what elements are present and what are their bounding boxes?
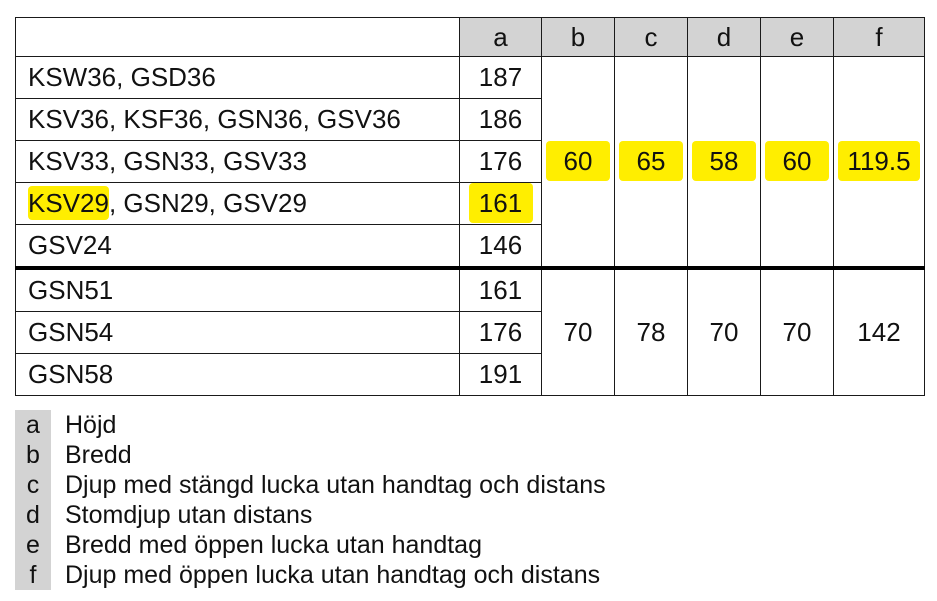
highlighted-height: 161 — [469, 183, 533, 223]
width-value: 60 — [546, 141, 610, 181]
legend — [15, 410, 606, 590]
depth-cell: 78 — [615, 268, 688, 396]
header-b: b — [542, 18, 615, 57]
header-blank — [16, 18, 460, 57]
model-cell: GSV24 — [16, 225, 460, 269]
open-depth-cell: 142 — [834, 268, 925, 396]
body-depth-cell — [688, 57, 761, 269]
open-width-cell — [761, 57, 834, 269]
height-cell: 146 — [460, 225, 542, 269]
header-f: f — [834, 18, 925, 57]
legend-item — [15, 410, 606, 440]
header-row — [16, 18, 925, 57]
height-cell: 176 — [460, 141, 542, 183]
legend-key: b — [15, 440, 51, 470]
highlighted-model: KSV29 — [28, 188, 109, 218]
table-row — [16, 268, 925, 312]
body-depth-cell: 70 — [688, 268, 761, 396]
depth-cell — [615, 57, 688, 269]
open-width-cell: 70 — [761, 268, 834, 396]
height-cell: 176 — [460, 312, 542, 354]
legend-text: Höjd — [65, 411, 117, 439]
legend-text: Djup med stängd lucka utan handtag och distans — [65, 471, 606, 499]
body-depth-value: 58 — [692, 141, 756, 181]
width-cell — [542, 57, 615, 269]
header-e: e — [761, 18, 834, 57]
legend-item — [15, 560, 606, 590]
legend-item — [15, 530, 606, 560]
open-depth-value: 119.5 — [838, 141, 920, 181]
header-d: d — [688, 18, 761, 57]
legend-key: e — [15, 530, 51, 560]
width-cell: 70 — [542, 268, 615, 396]
legend-key: c — [15, 470, 51, 500]
model-rest: , GSN29, GSV29 — [108, 188, 307, 218]
dimension-table — [15, 17, 925, 396]
height-cell: 186 — [460, 99, 542, 141]
open-depth-cell — [834, 57, 925, 269]
model-cell: GSN51 — [16, 268, 460, 312]
header-a: a — [460, 18, 542, 57]
depth-value: 65 — [619, 141, 683, 181]
table-row — [16, 57, 925, 99]
model-cell: KSV33, GSN33, GSV33 — [16, 141, 460, 183]
legend-text: Stomdjup utan distans — [65, 501, 313, 529]
header-c: c — [615, 18, 688, 57]
open-width-value: 60 — [765, 141, 829, 181]
model-cell — [16, 183, 460, 225]
legend-item — [15, 470, 606, 500]
legend-text: Bredd — [65, 441, 132, 469]
model-cell: KSV36, KSF36, GSN36, GSV36 — [16, 99, 460, 141]
legend-text: Bredd med öppen lucka utan handtag — [65, 531, 482, 559]
legend-key: a — [15, 410, 51, 440]
legend-item — [15, 500, 606, 530]
model-cell: GSN54 — [16, 312, 460, 354]
legend-text: Djup med öppen lucka utan handtag och distans — [65, 561, 601, 589]
height-cell — [460, 183, 542, 225]
legend-key: d — [15, 500, 51, 530]
model-cell: GSN58 — [16, 354, 460, 396]
height-cell: 187 — [460, 57, 542, 99]
height-cell: 191 — [460, 354, 542, 396]
legend-item — [15, 440, 606, 470]
legend-key: f — [15, 560, 51, 590]
height-cell: 161 — [460, 268, 542, 312]
model-cell: KSW36, GSD36 — [16, 57, 460, 99]
